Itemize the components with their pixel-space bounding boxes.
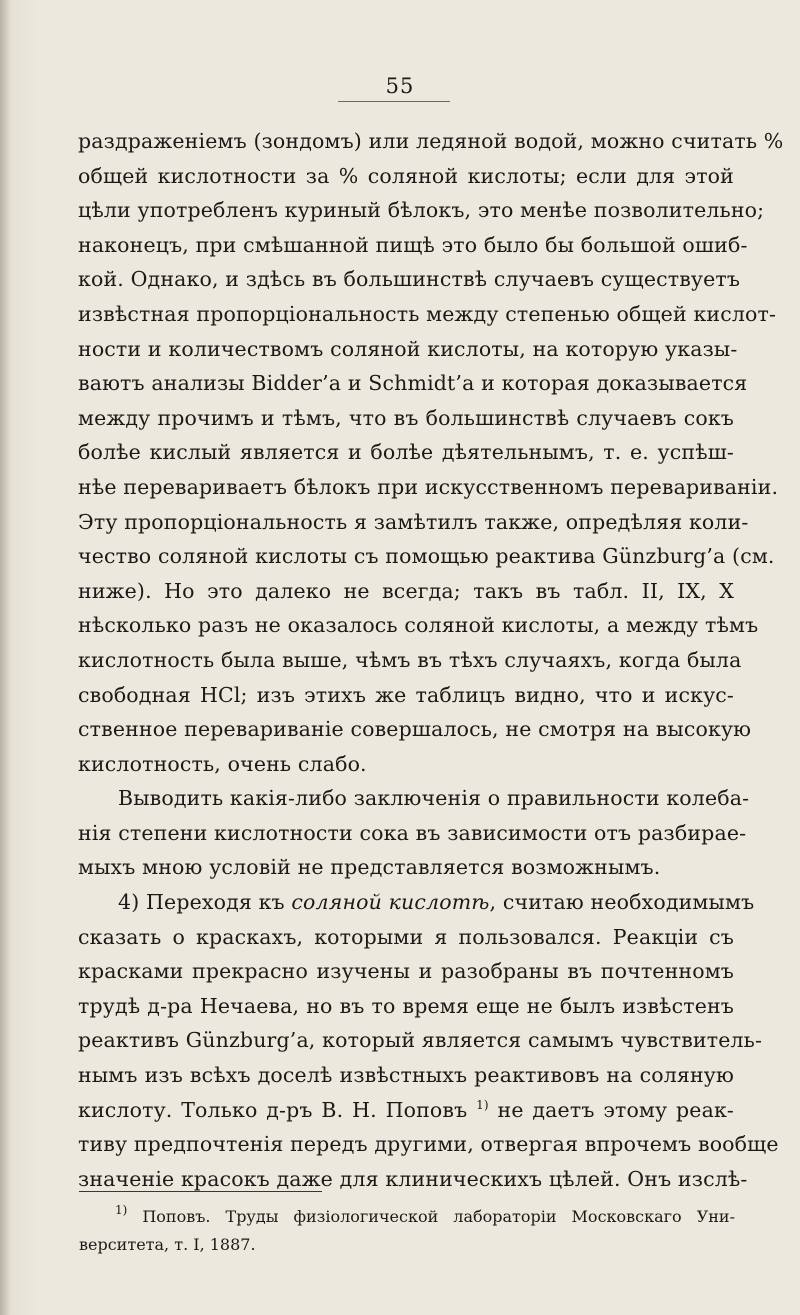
text-line: раздраженіемъ (зондомъ) или ледяной водой, можно считать % xyxy=(78,129,784,153)
text-line: нымъ изъ всѣхъ доселѣ извѣстныхъ реактивовъ на соляную xyxy=(78,1063,734,1088)
text-line: нія степени кислотности сока въ зависимости отъ разбирае- xyxy=(78,820,747,845)
text-line: свободная HCl; изъ этихъ же таблицъ видно, что и искус- xyxy=(78,682,734,707)
footnote-text: Поповъ. Труды физіологической лабораторіи Московскаго Уни- xyxy=(127,1207,735,1226)
text-span: 4) Переходя къ xyxy=(118,890,292,915)
text-line: тиву предпочтенія передъ другими, отвергая впрочемъ вообще xyxy=(78,1132,779,1157)
text-line: сказать о краскахъ, которыми я пользовался. Реакціи съ xyxy=(78,924,734,949)
footnote-line xyxy=(79,1203,735,1231)
text-line: общей кислотности за % соляной кислоты; если для этой xyxy=(78,163,734,188)
footnote-mark: 1) xyxy=(115,1203,128,1217)
text-line: ниже). Но это далеко не всегда; такъ въ табл. II, IX, X xyxy=(78,578,734,603)
body-text xyxy=(78,124,784,1196)
text-line: Эту пропорціональность я замѣтилъ также, опредѣляя коли- xyxy=(78,509,749,534)
text-line-with-emphasis xyxy=(78,885,755,920)
text-line: мыхъ мною условій не представляется возможнымъ. xyxy=(78,855,661,880)
page-number-rule xyxy=(338,101,450,102)
text-line: чество соляной кислоты съ помощью реактива Günzburg’а (см. xyxy=(78,544,775,569)
text-span: кислоту. Только д-ръ В. Н. Поповъ xyxy=(78,1097,477,1122)
text-line: кислотность, очень слабо. xyxy=(78,751,367,776)
text-line: ственное перевариваніе совершалось, не смотря на высокую xyxy=(78,717,752,742)
page-number: 55 xyxy=(385,74,415,98)
text-line: цѣли употребленъ куриный бѣлокъ, это менѣе позволительно; xyxy=(78,198,765,223)
text-line: кислотность была выше, чѣмъ въ тѣхъ случаяхъ, когда была xyxy=(78,647,742,672)
text-line: нѣе перевариваетъ бѣлокъ при искусственномъ перевариваніи. xyxy=(78,474,779,499)
footnote-line: верситета, т. I, 1887. xyxy=(79,1235,256,1254)
text-line: трудѣ д-ра Нечаева, но въ то время еще не былъ извѣстенъ xyxy=(78,993,734,1018)
text-line-with-footnote-ref xyxy=(78,1093,734,1128)
text-line: Выводить какія-либо заключенія о правильности колеба- xyxy=(118,786,750,811)
text-line: кой. Однако, и здѣсь въ большинствѣ случаевъ существуетъ xyxy=(78,267,741,292)
text-line: значеніе красокъ даже для клиническихъ цѣлей. Онъ изслѣ- xyxy=(78,1166,748,1191)
text-line: извѣстная пропорціональность между степенью общей кислот- xyxy=(78,301,777,326)
footnote-separator xyxy=(79,1191,322,1192)
text-line: ности и количествомъ соляной кислоты, на которую указы- xyxy=(78,336,738,361)
footnote xyxy=(79,1203,735,1259)
text-span: не даетъ этому реак- xyxy=(488,1097,735,1122)
footnote-reference[interactable]: 1) xyxy=(476,1097,489,1112)
text-line: нѣсколько разъ не оказалось соляной кислоты, а между тѣмъ xyxy=(78,613,759,638)
emphasis-term: соляной кислотѣ xyxy=(291,890,490,915)
text-span: , считаю необходимымъ xyxy=(489,890,755,915)
text-line: между прочимъ и тѣмъ, что въ большинствѣ случаевъ сокъ xyxy=(78,405,734,430)
page-edge-shadow xyxy=(0,0,10,1315)
text-line: реактивъ Günzburg’а, который является самымъ чувствитель- xyxy=(78,1028,763,1053)
text-line: наконецъ, при смѣшанной пищѣ это было бы большой ошиб- xyxy=(78,232,748,257)
text-line: красками прекрасно изучены и разобраны въ почтенномъ xyxy=(78,959,734,984)
text-line: болѣе кислый является и болѣе дѣятельнымъ, т. е. успѣш- xyxy=(78,440,734,465)
text-line: ваютъ анализы Bidder’а и Schmidt’а и которая доказывается xyxy=(78,371,748,396)
